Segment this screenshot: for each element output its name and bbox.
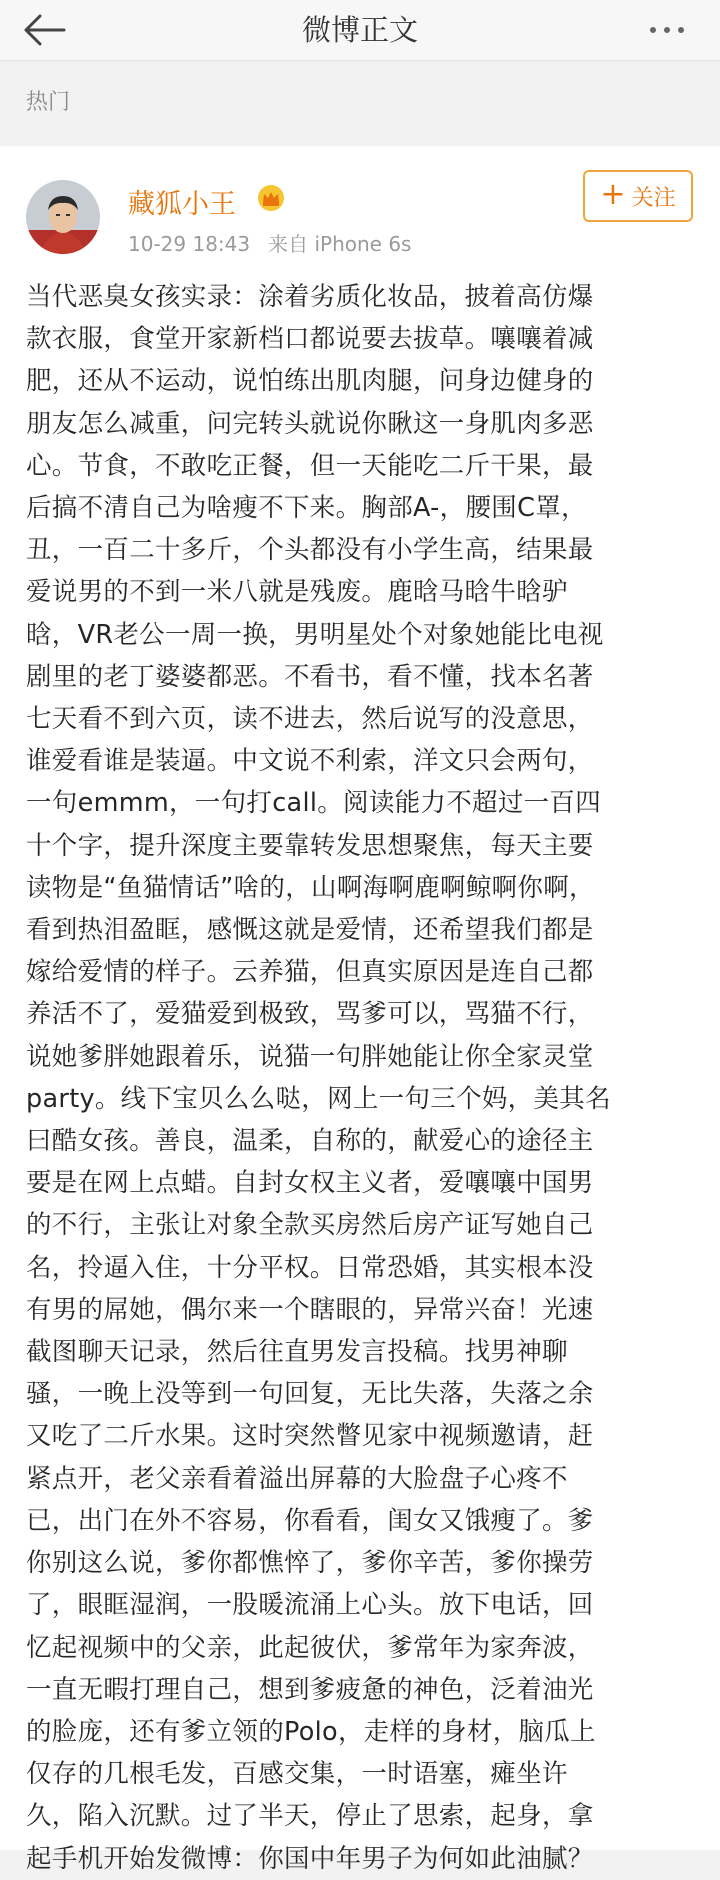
back-button[interactable] [16, 4, 72, 56]
post-text-line: 读物是“鱼猫情话”啥的，山啊海啊鹿啊鲸啊你啊， [26, 872, 595, 903]
more-dot [678, 27, 684, 33]
post-text-line: 朋友怎么减重，问完转头就说你瞅这一身肌肉多恶 [26, 408, 594, 439]
post-text-line: 十个字，提升深度主要靠转发思想聚焦，每天主要 [26, 830, 594, 861]
post-text-line: 剧里的老丁婆婆都恶。不看书，看不懂，找本名著 [26, 661, 594, 692]
more-dots-icon [650, 27, 656, 33]
post-text-line: 心。节食，不敢吃正餐，但一天能吃二斤干果，最 [26, 450, 594, 481]
post-text-line: 你别这么说，爹你都憔悴了，爹你辛苦，爹你操劳 [26, 1548, 594, 1579]
post-text-line: 七天看不到六页，读不进去，然后说写的没意思， [26, 704, 594, 735]
post-text-line: 已，出门在外不容易，你看看，闺女又饿瘦了。爹 [26, 1505, 594, 1536]
post-meta [128, 228, 429, 257]
post-text-line: 肥，还从不运动，说怕练出肌肉腿，问身边健身的 [26, 366, 594, 397]
post-text-line: 曰酷女孩。善良，温柔，自称的，献爱心的途径主 [26, 1126, 594, 1157]
post-text-line: 仅存的几根毛发，百感交集，一时语塞，瘫坐许 [26, 1759, 568, 1790]
post-text-line: 一句emmm，一句打call。阅读能力不超过一百四 [26, 788, 602, 819]
section-header [0, 61, 720, 144]
author-name[interactable]: 藏狐小王 [128, 189, 236, 220]
crown-icon [256, 184, 286, 212]
arrow-left-icon [22, 14, 66, 46]
post-text-line: 忆起视频中的父亲，此起彼伏，爹常年为家奔波， [26, 1632, 594, 1663]
post-text-line: 骚，一晚上没等到一句回复，无比失落，失落之余 [26, 1379, 594, 1410]
post-time: 10-29 18:43 [128, 232, 251, 256]
top-nav-bar [0, 0, 720, 61]
post-text-line: 爱说男的不到一米八就是残废。鹿晗马晗牛晗驴 [26, 577, 568, 608]
post-text-line: 要是在网上点蜡。自封女权主义者，爱嚷嚷中国男 [26, 1168, 594, 1199]
post-text-line: 说她爹胖她跟着乐，说猫一句胖她能让你全家灵堂 [26, 1041, 594, 1072]
more-button[interactable] [632, 4, 702, 56]
post-text-line: 晗，VR老公一周一换，男明星处个对象她能比电视 [26, 619, 604, 650]
post-text-line: 看到热泪盈眶，感慨这就是爱情，还希望我们都是 [26, 915, 594, 946]
post-text-line: 后搞不清自己为啥瘦不下来。胸部A-，腰围C罩， [26, 493, 587, 524]
post-text-line: 名，拎逼入住，十分平权。日常恐婚，其实根本没 [26, 1252, 594, 1283]
post-text-line: 截图聊天记录，然后往直男发言投稿。找男神聊 [26, 1337, 568, 1368]
follow-label: 关注 [631, 185, 676, 211]
avatar[interactable] [26, 180, 100, 254]
post-text-line: 起手机开始发微博：你国中年男子为何如此油腻？ [26, 1843, 594, 1874]
post-source: 来自 iPhone 6s [268, 232, 412, 256]
more-dot [664, 27, 670, 33]
post-text-line: 的脸庞，还有爹立领的Polo，走样的身材，脑瓜上 [26, 1716, 596, 1747]
post-text-line: 当代恶臭女孩实录：涂着劣质化妆品，披着高仿爆 [26, 282, 594, 312]
post-text-line: 紧点开，老父亲看着溢出屏幕的大脸盘子心疼不 [26, 1463, 568, 1494]
post-text-line: 一直无暇打理自己，想到爹疲惫的神色，泛着油光 [26, 1674, 594, 1705]
post-text-line: party。线下宝贝么么哒，网上一句三个妈，美其名 [26, 1083, 611, 1114]
plus-icon: + [600, 176, 626, 212]
post-text-line: 谁爱看谁是装逼。中文说不利索，洋文只会两句， [26, 746, 594, 777]
post-text-line: 养活不了，爱猫爱到极致，骂爹可以，骂猫不行， [26, 999, 594, 1030]
avatar-image [26, 180, 100, 254]
post-text-line: 嫁给爱情的样子。云养猫，但真实原因是连自己都 [26, 957, 594, 988]
post-text-line: 丑，一百二十多斤，个头都没有小学生高，结果最 [26, 535, 594, 566]
section-label-hot: 热门 [26, 90, 71, 115]
post-body [26, 276, 698, 1880]
post-card [0, 146, 720, 1874]
post-text-line: 久，陷入沉默。过了半天，停止了思索，起身，拿 [26, 1801, 594, 1832]
post-text-line: 又吃了二斤水果。这时突然瞥见家中视频邀请，赶 [26, 1421, 594, 1452]
post-text-line: 款衣服，食堂开家新档口都说要去拔草。嚷嚷着减 [26, 324, 594, 355]
post-text-line: 的不行，主张让对象全款买房然后房产证写她自己 [26, 1210, 594, 1241]
follow-button[interactable] [583, 170, 693, 222]
page-title: 微博正文 [301, 13, 418, 47]
post-text-line: 了，眼眶湿润，一股暖流涌上心头。放下电话，回 [26, 1590, 594, 1621]
post-text-line: 有男的屌她，偶尔来一个瞎眼的，异常兴奋！光速 [26, 1294, 594, 1325]
